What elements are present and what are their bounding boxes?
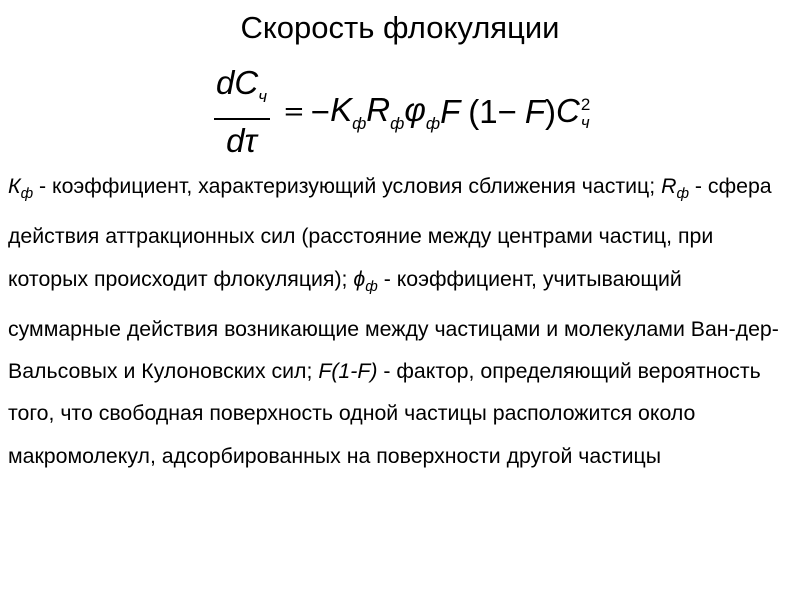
formula-paren-open: (1− [468,93,517,130]
derivative-fraction [212,64,271,160]
k-subscript: ф [20,185,34,202]
slide-title: Скорость флокуляции [240,10,560,45]
formula-F: F [440,93,461,130]
formula-K: $K_ф$ [330,90,367,133]
formula-paren-close: ) [545,93,557,130]
fraction-numerator: $dC_ч$ [216,64,267,107]
minus-sign: − [310,93,331,130]
phi-symbol: ϕ [353,266,366,291]
flocculation-rate-formula [212,62,590,162]
phi-subscript: ф [365,277,378,295]
k-symbol: К [8,174,21,198]
f-definition: - фактор, определяющий вероятность того, что свободная поверхность одной частицы расположится около макромолекул, адсорбированных на поверхности другой частицы [8,359,761,468]
formula-phi: $\varphi_ф$ [404,90,441,133]
phi-definition: - коэффициент, учитывающий суммарные действия возникающие между частицами и молекулами Ван-дер-Вальсовых и Кулоновских сил; [8,266,779,384]
definitions-paragraph [8,165,788,477]
fraction-denominator: dτ [226,121,257,159]
k-definition: - коэффициент, характеризующий условия сближения частиц; [33,174,662,198]
r-symbol: R [661,174,677,198]
formula-R: $R_ф$ [366,90,405,133]
r-subscript: ф [676,185,689,202]
f-symbol: F(1-F) [318,359,378,384]
formula-F-second: F [524,93,546,130]
fraction-bar [214,118,270,120]
equals-sign: = [283,97,305,127]
r-definition: - сфера действия аттракционных сил (расстояние между центрами частиц, при которых происходит флокуляция); [8,174,772,291]
formula-C: C 2 ч [556,92,591,132]
